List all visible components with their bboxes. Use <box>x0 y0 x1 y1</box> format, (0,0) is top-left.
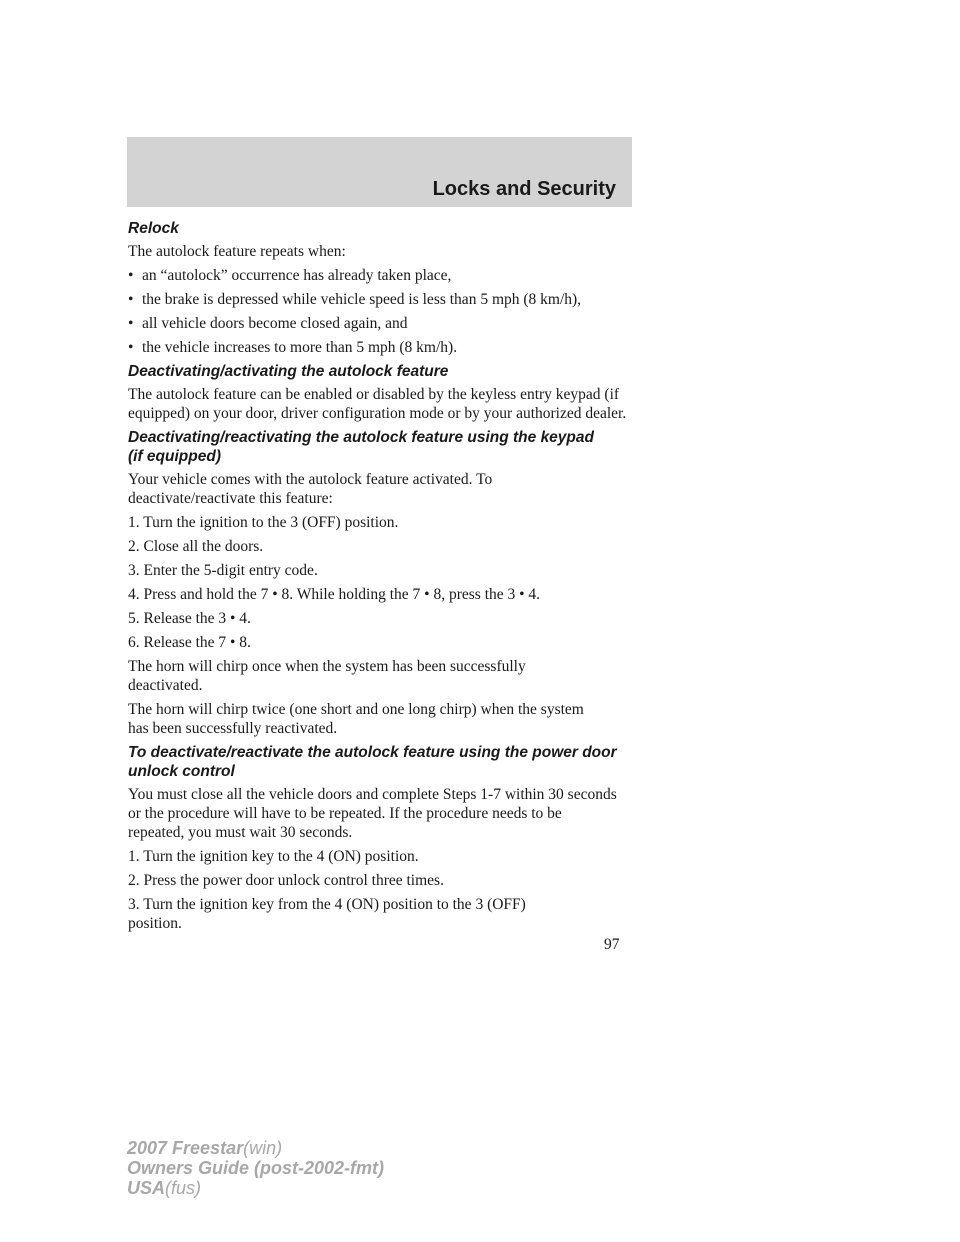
bullet-icon: • <box>128 291 134 308</box>
list-item: • the vehicle increases to more than 5 mph (8 km/h). <box>128 339 458 356</box>
footer-model-code: (win) <box>243 1138 283 1158</box>
keypad-step: 1. Turn the ignition to the 3 (OFF) position. <box>128 514 399 531</box>
power-unlock-step: 3. Turn the ignition key from the 4 (ON) position to the 3 (OFF) position. <box>128 896 526 932</box>
relock-intro: The autolock feature repeats when: <box>128 243 346 260</box>
keypad-note-deactivated: The horn will chirp once when the system has been successfully deactivated. <box>128 658 526 694</box>
deactivating-body: The autolock feature can be enabled or disabled by the keyless entry keypad (if equipped) on your door, driver configuration mode or by your authorized dealer. <box>128 386 627 422</box>
page-number: 97 <box>604 936 620 953</box>
power-unlock-step: 2. Press the power door unlock control three times. <box>128 872 444 889</box>
list-item: • an “autolock” occurrence has already taken place, <box>128 267 452 284</box>
list-item: • all vehicle doors become closed again, and <box>128 315 408 332</box>
heading-keypad: Deactivating/reactivating the autolock feature using the keypad (if equipped) <box>128 429 594 465</box>
page-content <box>128 219 628 938</box>
footer-model: 2007 Freestar <box>127 1138 244 1158</box>
section-title: Locks and Security <box>432 178 616 200</box>
footer-market-code: (fus) <box>165 1178 202 1198</box>
heading-deactivating: Deactivating/activating the autolock feature <box>128 363 449 380</box>
footer-market: USA <box>127 1178 166 1198</box>
heading-relock: Relock <box>128 220 179 237</box>
footer-guide: Owners Guide (post-2002-fmt) <box>127 1158 385 1178</box>
keypad-step: 3. Enter the 5-digit entry code. <box>128 562 318 579</box>
bullet-icon: • <box>128 267 134 284</box>
keypad-note-reactivated: The horn will chirp twice (one short and one long chirp) when the system has been successfully reactivated. <box>128 701 584 737</box>
list-item: • the brake is depressed while vehicle speed is less than 5 mph (8 km/h), <box>128 291 582 308</box>
keypad-step: 5. Release the 3 • 4. <box>128 610 251 627</box>
keypad-step: 2. Close all the doors. <box>128 538 264 555</box>
power-unlock-intro: You must close all the vehicle doors and complete Steps 1-7 within 30 seconds or the procedure will have to be repeated. If the procedure needs to be repeated, you must wait 30 seconds. <box>128 786 617 841</box>
keypad-step: 4. Press and hold the 7 • 8. While holding the 7 • 8, press the 3 • 4. <box>128 586 541 603</box>
bullet-icon: • <box>128 315 134 332</box>
footer-imprint <box>127 1138 384 1198</box>
bullet-icon: • <box>128 339 134 356</box>
section-header-band <box>127 137 632 207</box>
keypad-step: 6. Release the 7 • 8. <box>128 634 251 651</box>
heading-power-unlock: To deactivate/reactivate the autolock feature using the power door unlock control <box>128 744 617 780</box>
keypad-intro: Your vehicle comes with the autolock feature activated. To deactivate/reactivate this feature: <box>128 471 493 507</box>
power-unlock-step: 1. Turn the ignition key to the 4 (ON) position. <box>128 848 419 865</box>
